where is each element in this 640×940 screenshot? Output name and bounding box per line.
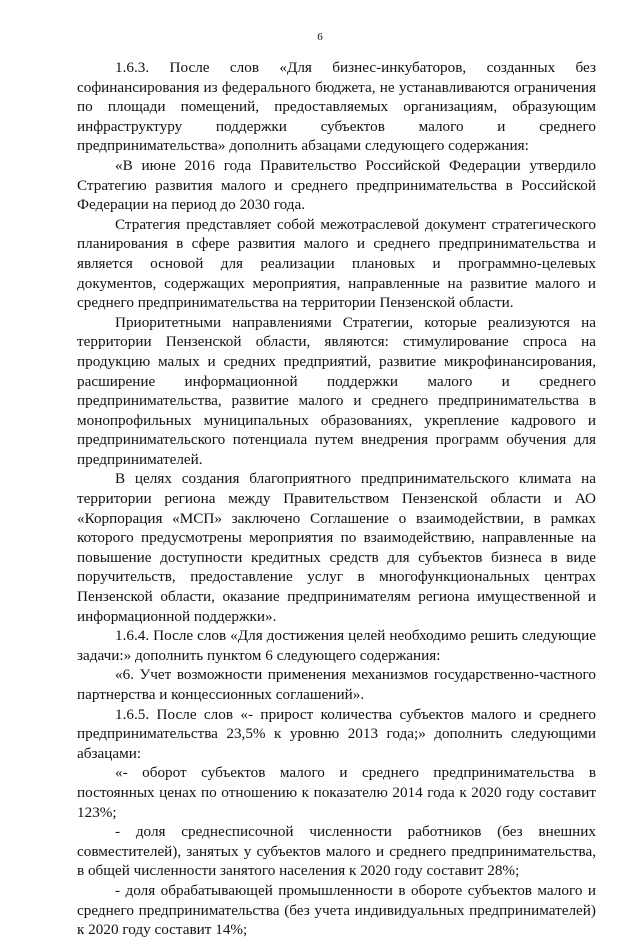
paragraph-cooperation-agreement: В целях создания благоприятного предпринимательского климата на территории региона между Правительством Пензенской области и АО «Корпорация «МСП» заключено Соглашение о взаимодействии, в рамках которого предусмотрены мероприятия по взаимодействию, направленные на повышение доступности кредитных средств для субъектов бизнеса в виде поручительств, предоставление услуг в многофункциональных центрах Пензенской области, оказание предпринимателям региона имущественной и информационной поддержки».	[77, 470, 596, 625]
paragraph-1-6-5: 1.6.5. После слов «- прирост количества субъектов малого и среднего предпринимательства 23,5% к уровню 2013 года;» дополнить следующими абзацами:	[77, 705, 596, 762]
page-number: 6	[317, 31, 323, 43]
paragraph-employment-share: - доля среднесписочной численности работников (без внешних совместителей), занятых у субъектов малого и среднего предпринимательства, в общей численности занятого населения к 2020 году составит 28%;	[77, 823, 596, 880]
paragraph-strategy-description: Стратегия представляет собой межотраслевой документ стратегического планирования в сфере развития малого и среднего предпринимательства и является основой для реализации плановых и программно-целевых документов, содержащих мероприятия, направленные на развитие малого и среднего предпринимательства на территории Пензенской области.	[77, 215, 596, 312]
paragraph-1-6-4: 1.6.4. После слов «Для достижения целей необходимо решить следующие задачи:» дополнить пунктом 6 следующего содержания:	[77, 627, 596, 664]
paragraph-manufacturing-share: - доля обрабатывающей промышленности в обороте субъектов малого и среднего предпринимательства (без учета индивидуальных предпринимателей) к 2020 году составит 14%;	[77, 881, 596, 939]
paragraph-turnover-target: «- оборот субъектов малого и среднего предпринимательства в постоянных ценах по отношению к показателю 2014 года к 2020 году составит 123%;	[77, 764, 596, 821]
paragraph-strategy-approval: «В июне 2016 года Правительство Российской Федерации утвердило Стратегию развития малого и среднего предпринимательства в Российской Федерации на период до 2030 года.	[77, 156, 596, 214]
paragraph-item-6: «6. Учет возможности применения механизмов государственно-частного партнерства и концессионных соглашений».	[77, 666, 596, 703]
paragraph-priority-directions: Приоритетными направлениями Стратегии, которые реализуются на территории Пензенской области, являются: стимулирование спроса на продукцию малых и средних предприятий, развитие микрофинансирования, расширение информационной поддержки малого и среднего предпринимательства, развитие малого и среднего предпринимательства в монопрофильных муниципальных образованиях, укрепление кадрового и предпринимательского потенциала путем внедрения программ обучения для предпринимателей.	[77, 313, 596, 468]
paragraph-1-6-3: 1.6.3. После слов «Для бизнес-инкубаторов, созданных без софинансирования из федерального бюджета, не устанавливаются ограничения по площади помещений, предоставляемых организациям, образующим инфраструктуру поддержки субъектов малого и среднего предпринимательства» дополнить абзацами следующего содержания:	[77, 59, 596, 155]
document-body	[77, 58, 596, 940]
